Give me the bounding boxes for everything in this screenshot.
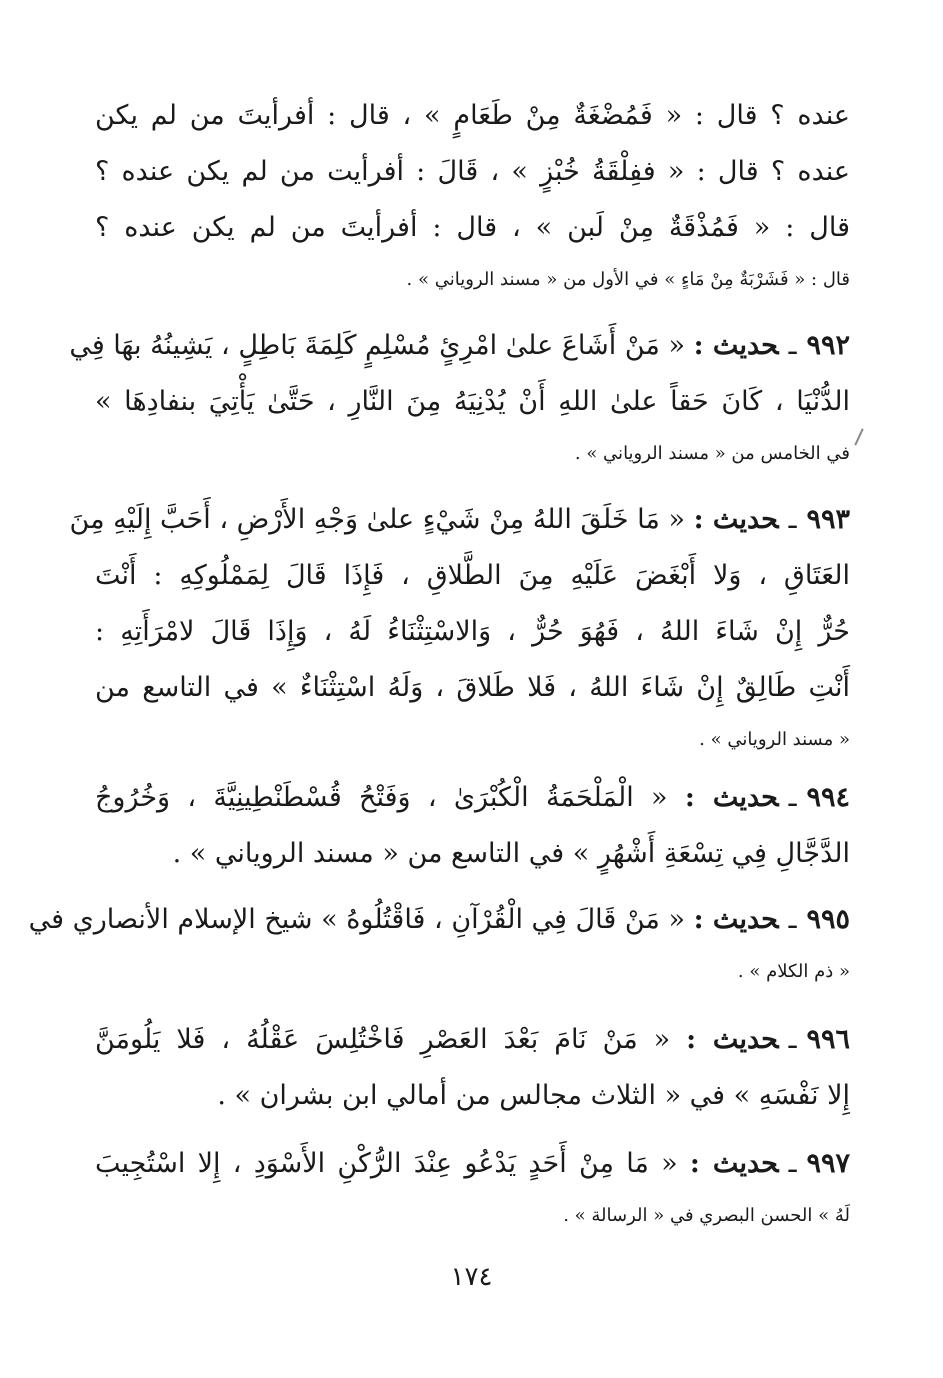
hadith-entry-994 [95,770,850,882]
entry-keyword: حديث : [693,504,779,535]
hadith-entry-997 [95,1136,850,1240]
hadith-entry-995 [28,892,850,996]
source-line: « ذم الكلام » . [737,961,850,982]
entry-number: ٩٩٥ [806,904,850,935]
entry-keyword: حديث : [684,782,779,813]
source-line: إِلا نَفْسَهِ » في « الثلاث مجالس من أمالي ابن بشران » . [217,1080,850,1111]
hadith-text: « مَنْ أَشَاعَ علىٰ امْرِئٍ مُسْلِمٍ كَلِمَةَ بَاطِلٍ ، يَشِينُهُ بهَا فِي [69,330,685,361]
entry-number: ٩٩٦ [806,1024,850,1055]
hadith-entry-992 [69,318,850,478]
source-line: « مسند الروياني » . [699,729,850,750]
entry-number: ٩٩٣ [806,504,850,535]
entry-keyword: حديث : [689,1148,779,1179]
entry-first-line: ٩٩٥ـحديث : « مَنْ قَالَ فِي الْقُرْآنِ ، فَاقْتُلُوهُ » شيخ الإسلام الأنصاري في [28,904,850,935]
text-line: حُرٌّ إِنْ شَاءَ اللهُ ، فَهُوَ حُرٌّ ، وَالاسْتِثْنَاءُ لَهُ ، وَإِذَا قَالَ لامْرَأَتِهِ : [95,616,850,647]
entry-first-line: ٩٩٦ـحديث : « مَنْ نَامَ بَعْدَ العَصْرِ فَاخْتُلِسَ عَقْلُهُ ، فَلا يَلُومَنَّ [95,1024,850,1055]
source-line: لَهُ » الحسن البصري في « الرسالة » . [563,1205,850,1226]
text-line: أَنْتِ طَالِقٌ إِنْ شَاءَ اللهُ ، فَلا طَلاقَ ، وَلَهُ اسْتِثْنَاءٌ » في التاسع من [95,672,850,703]
scan-mark [854,428,863,445]
hadith-entry-993 [69,492,850,764]
continuation-block [95,88,850,304]
text-line: قال : « فَمُذْقَةٌ مِنْ لَبن » ، قال : أفرأيتَ من لم يكن عنده ؟ [95,212,850,243]
hadith-text: « مَنْ نَامَ بَعْدَ العَصْرِ فَاخْتُلِسَ عَقْلُهُ ، فَلا يَلُومَنَّ [95,1024,671,1055]
entry-first-line: ٩٩٢ـحديث : « مَنْ أَشَاعَ علىٰ امْرِئٍ مُسْلِمٍ كَلِمَةَ بَاطِلٍ ، يَشِينُهُ بهَا فِي [69,330,850,361]
hadith-entry-996 [95,1012,850,1124]
source-line: في الخامس من « مسند الروياني » . [574,443,850,464]
text-line: عنده ؟ قال : « فَمُضْغَةٌ مِنْ طَعَامٍ » ، قال : أفرأيتَ من لم يكن [95,100,850,131]
entry-keyword: حديث : [693,904,779,935]
entry-keyword: حديث : [693,330,779,361]
entry-keyword: حديث : [686,1024,779,1055]
page-number: ١٧٤ [450,1262,493,1292]
entry-number: ٩٩٧ [806,1148,850,1179]
text-line: عنده ؟ قال : « ففِلْقَةُ خُبْزٍ » ، قَالَ : أفرأيت من لم يكن عنده ؟ [95,156,850,187]
entry-first-line: ٩٩٧ـحديث : « مَا مِنْ أَحَدٍ يَدْعُو عِنْدَ الرُّكْنِ الأَسْوَدِ ، إِلا اسْتُجِيبَ [95,1148,850,1179]
hadith-text: « الْمَلْحَمَةُ الْكُبْرَىٰ ، وَفَتْحُ قُسْطَنْطِينِيَّةَ ، وَخُرُوجُ [95,782,668,813]
source-line: قال : « فَشَرْبَةٌ مِنْ مَاءٍ » في الأول من « مسند الروياني » . [406,269,850,290]
entry-first-line: ٩٩٤ـحديث : « الْمَلْحَمَةُ الْكُبْرَىٰ ، وَفَتْحُ قُسْطَنْطِينِيَّةَ ، وَخُرُوجُ [95,782,850,813]
source-line: الدَّجَّالِ فِي تِسْعَةِ أَشْهُرٍ » في التاسع من « مسند الروياني » . [172,838,850,869]
entry-first-line: ٩٩٣ـحديث : « مَا خَلَقَ اللهُ مِنْ شَيْءٍ علىٰ وَجْهِ الأَرْضِ ، أَحَبَّ إِلَيْهِ مِنَ [69,504,850,535]
hadith-text: « مَنْ قَالَ فِي الْقُرْآنِ ، فَاقْتُلُوهُ » شيخ الإسلام الأنصاري في [28,904,685,935]
entry-number: ٩٩٤ [806,782,850,813]
entry-number: ٩٩٢ [806,330,850,361]
text-line: الدُّنْيَا ، كَانَ حَقاً علىٰ اللهِ أَنْ يُدْنِيَهُ مِنَ النَّارِ ، حَتَّىٰ يَأْتِيَ بنفادِهَا » [95,386,850,417]
hadith-text: « مَا خَلَقَ اللهُ مِنْ شَيْءٍ علىٰ وَجْهِ الأَرْضِ ، أَحَبَّ إِلَيْهِ مِنَ [69,504,685,535]
hadith-text: « مَا مِنْ أَحَدٍ يَدْعُو عِنْدَ الرُّكْنِ الأَسْوَدِ ، إِلا اسْتُجِيبَ [95,1148,678,1179]
text-line: العَتَاقِ ، وَلا أَبْغَضَ عَلَيْهِ مِنَ الطَّلاقِ ، فَإِذَا قَالَ لِمَمْلُوكِهِ : أَنْتَ [95,560,850,591]
